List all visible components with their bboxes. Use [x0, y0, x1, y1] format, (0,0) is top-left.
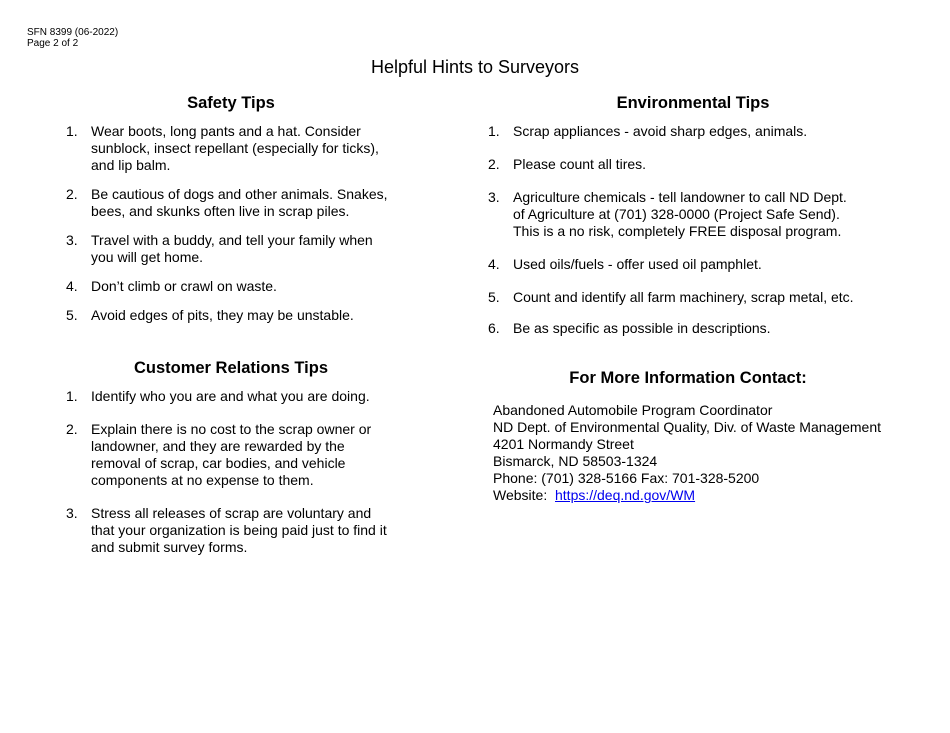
list-item [488, 256, 858, 273]
contact-website [493, 487, 908, 504]
list-text: Avoid edges of pits, they may be unstable. [91, 307, 354, 323]
safety-tips-heading: Safety Tips [187, 94, 275, 112]
list-item [488, 123, 858, 140]
environmental-tips-list [488, 123, 858, 337]
list-item [66, 278, 396, 295]
list-text: Don’t climb or crawl on waste. [91, 278, 277, 294]
list-text: Used oils/fuels - offer used oil pamphlet. [513, 256, 762, 272]
list-number: 1. [66, 123, 78, 139]
list-number: 1. [488, 123, 500, 139]
list-number: 4. [488, 256, 500, 272]
list-item [66, 307, 396, 324]
list-number: 2. [66, 186, 78, 202]
list-text: Be cautious of dogs and other animals. Snakes, bees, and skunks often live in scrap piles. [91, 186, 388, 219]
contact-title: Abandoned Automobile Program Coordinator [493, 402, 773, 418]
list-item [66, 505, 396, 556]
list-number: 3. [66, 232, 78, 248]
customer-relations-list [66, 388, 396, 556]
list-item [66, 421, 396, 489]
form-identifier [27, 27, 118, 49]
page-number: Page 2 of 2 [27, 38, 79, 49]
contact-city: Bismarck, ND 58503-1324 [493, 453, 658, 469]
contact-department: ND Dept. of Environmental Quality, Div. of Waste Management [493, 419, 882, 435]
list-item [66, 123, 396, 174]
list-text: Please count all tires. [513, 156, 647, 172]
contact-street: 4201 Normandy Street [493, 436, 634, 452]
list-number: 5. [66, 307, 78, 323]
list-text: Agriculture chemicals - tell landowner to call ND Dept. of Agriculture at (701) 328-0000 (Project Safe Send). This is a no risk, completely FREE disposal program. [513, 189, 847, 239]
list-number: 2. [488, 156, 500, 172]
list-text: Identify who you are and what you are doing. [91, 388, 370, 404]
contact-heading: For More Information Contact: [569, 369, 807, 387]
list-item [488, 156, 858, 173]
list-number: 3. [488, 189, 500, 205]
list-text: Stress all releases of scrap are voluntary and that your organization is being paid just to find it and submit survey forms. [91, 505, 387, 555]
list-item [66, 186, 396, 220]
list-item [488, 189, 858, 240]
list-item [66, 388, 396, 405]
list-number: 3. [66, 505, 78, 521]
customer-relations-heading: Customer Relations Tips [133, 359, 329, 377]
safety-tips-list [66, 123, 396, 324]
list-number: 5. [488, 289, 500, 305]
document-title: Helpful Hints to Surveyors [370, 57, 580, 77]
contact-block [493, 402, 908, 504]
list-text: Be as specific as possible in descriptions. [513, 320, 771, 336]
list-number: 2. [66, 421, 78, 437]
list-text: Scrap appliances - avoid sharp edges, animals. [513, 123, 808, 139]
list-number: 6. [488, 320, 500, 336]
website-link[interactable]: https://deq.nd.gov/WM [555, 487, 696, 503]
list-number: 1. [66, 388, 78, 404]
list-text: Count and identify all farm machinery, scrap metal, etc. [513, 289, 854, 305]
environmental-tips-heading: Environmental Tips [616, 94, 770, 112]
right-column [488, 94, 908, 504]
list-text: Wear boots, long pants and a hat. Consider sunblock, insect repellant (especially for ticks), and lip balm. [91, 123, 379, 173]
list-text: Travel with a buddy, and tell your family when you will get home. [91, 232, 373, 265]
list-item [66, 232, 396, 266]
list-item [488, 289, 858, 306]
left-column [66, 94, 396, 556]
website-label: Website: [493, 487, 548, 503]
form-number: SFN 8399 (06-2022) [27, 27, 119, 38]
list-text: Explain there is no cost to the scrap owner or landowner, and they are rewarded by the removal of scrap, car bodies, and vehicle components at no expense to them. [91, 421, 372, 488]
list-number: 4. [66, 278, 78, 294]
contact-phone-fax: Phone: (701) 328-5166 Fax: 701-328-5200 [493, 470, 760, 486]
list-item [488, 320, 858, 337]
